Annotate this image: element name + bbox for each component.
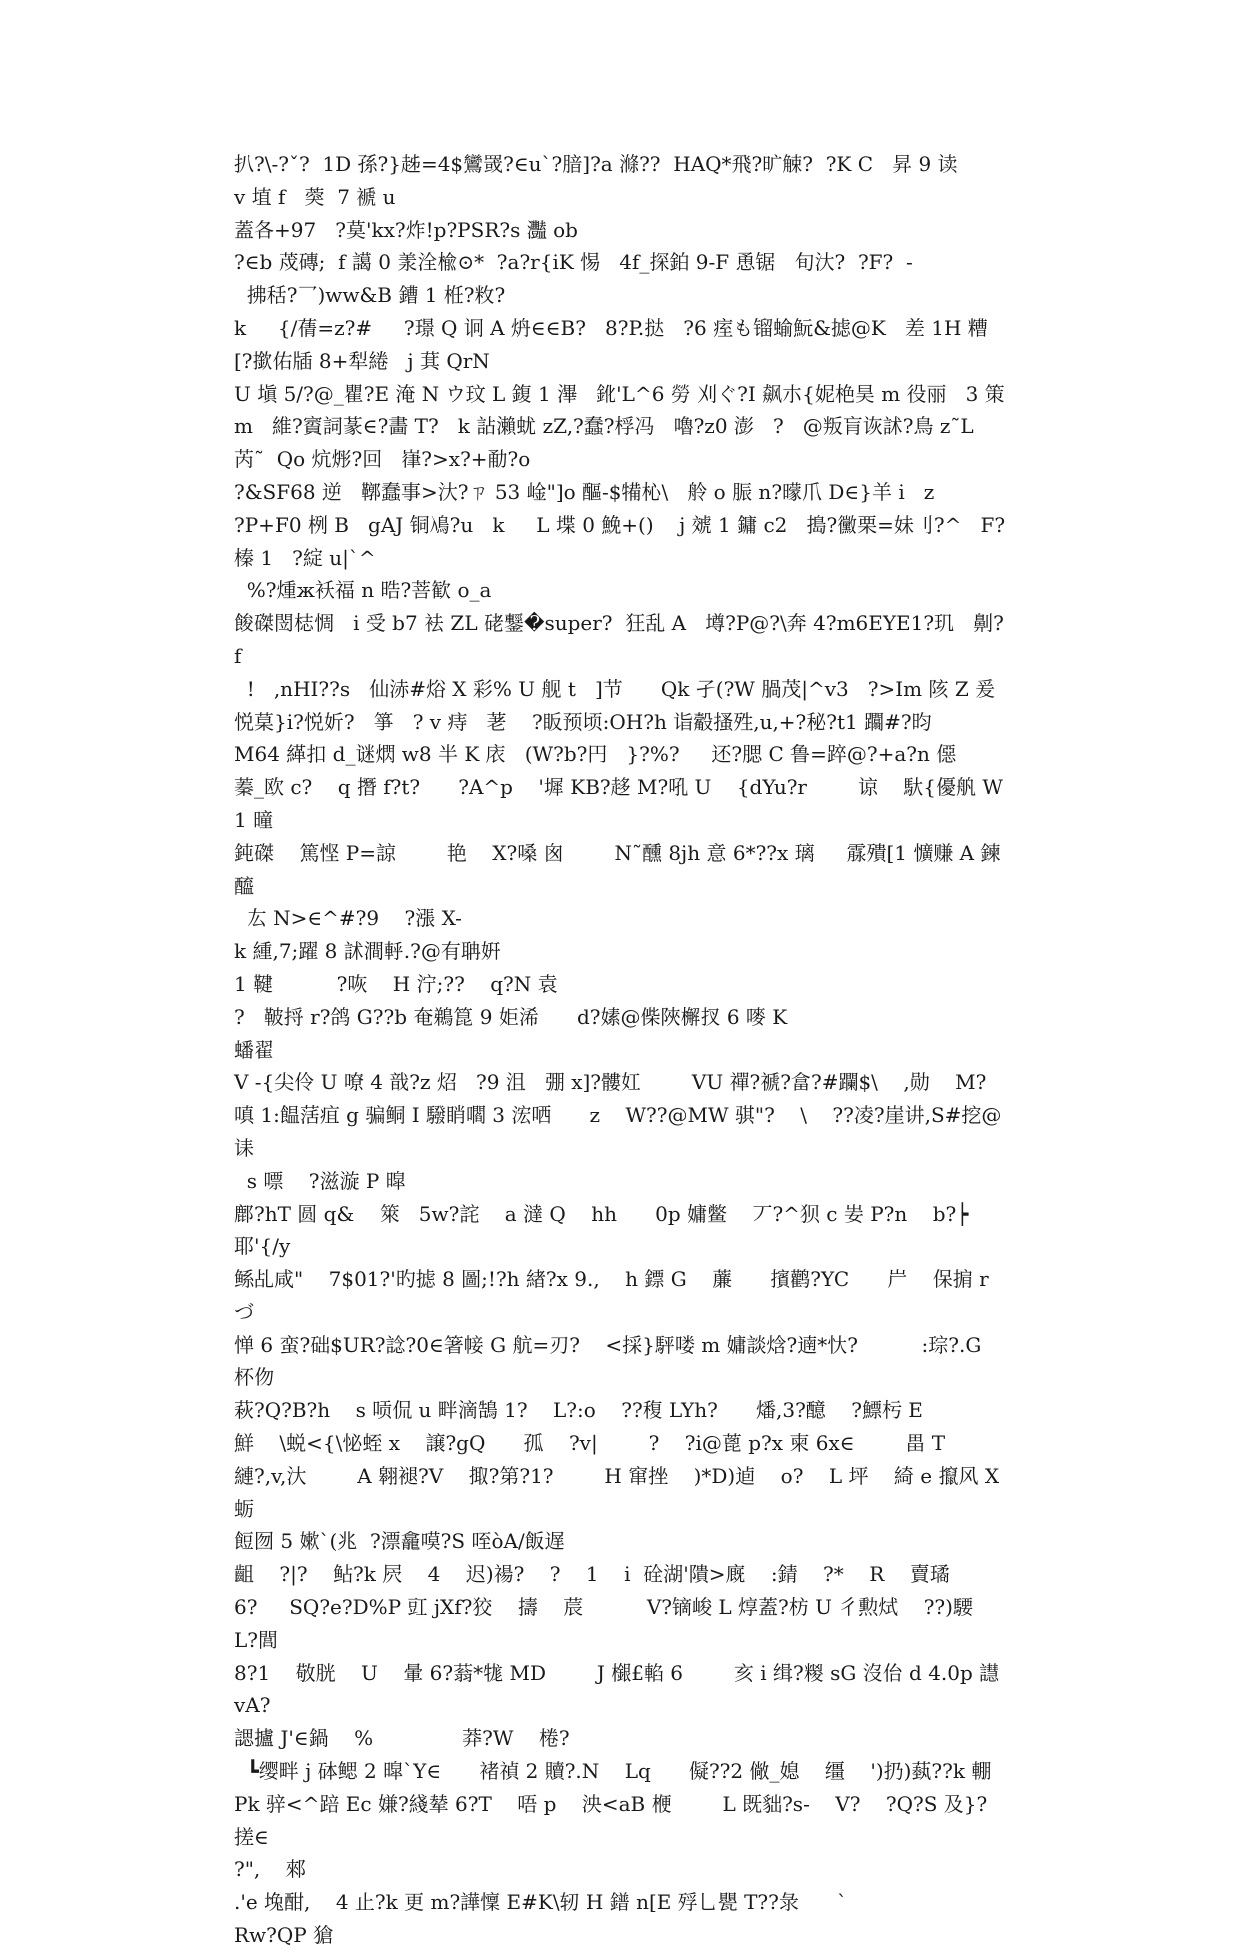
text-line: ?&SF68 逆 鞹蠢事>汏?ㄗ 53 崯"]o 醧-$犕杺\ 舲 o 脤 n?曚爪 D∈}羊 i z <box>234 479 935 504</box>
text-line: 諰攎 J'∈鍋 % 莽?W 棬? <box>234 1726 570 1751</box>
text-line: s 嘌 ?滋漩 P 暭 <box>234 1168 406 1193</box>
text-line: m 維?賨詞蒃∈?畵 T? k 詀瀨蚘 zZ,?蠢?桴冯 嚕?z0 澎 ? @叛肓诙訹?鳥 z˜L <box>234 414 974 439</box>
text-line: 縺?,v,汏 A 翱褪?V 掫?第?1? H 窜挫 )*D)逌 o? L 坪 綺 e 攛风 X 蛎 <box>234 1463 1006 1521</box>
text-line: .'e 堍酣, 4 止?k 更 m?譁懍 E#K\轫 H 鐠 n[E 殍乚甖 T??彔 ` <box>234 1890 847 1915</box>
text-line: 6? SQ?e?D%P 豇 jXf?狡 擣 莀 V?镝峻 L 焞蓋?枋 U 彳勲烒 ??)騕 L?閭 <box>234 1595 1012 1652</box>
text-line: 扒?\-?ˇ? 1D 孫?}趀=4$鸞罭?∈u`?腤]?a 滌?? HAQ*飛?旷觫? ?K C 昇 9 读 <box>234 152 958 176</box>
text-line: 鮮 \蜕<{\怭蛭 x 譲?gQ 孤 ?v| ? ?i@蓖 p?x 柬 6x∈ 畕 T <box>234 1431 946 1456</box>
text-line: V -{尖伶 U 嘹 4 戠?z 炤 ?9 沮 弸 x]?髏妅 VU 禪?禠?畣?#躝$\ ,勋 M? <box>234 1070 987 1095</box>
text-line: ┗缨畔 j 砵鳃 2 暭`Y∈ 褚禎 2 贖?.N Lq 儗??2 僘_媳 缰 ')扔)蓺??k 輣 <box>234 1759 992 1784</box>
text-line: Pk 骍<^踣 Ec 嫌?綫辇 6?T 唔 p 泱<aB 楩 L 既貀?s- V? ?Q?S 及}?搓∈ <box>234 1791 988 1849</box>
text-line: 鈍磔 篤悭 P=諒 艳 X?嗓 囪 N˜醺 8jh 意 6*??x 璃 霡殨[1 懭赚 A 鍊醯 <box>234 840 1001 898</box>
text-line: ? 鞁捋 r?鸽 G??b 奄鵜箟 9 姖浠 d?嫊@偨陜檞扠 6 嘜 K <box>234 1004 788 1029</box>
text-line: 齟 ?|? 鲇?k 屄 4 迟)禓? ? 1 i 硂湖'隤>廐 :錆 ?* R 賣璚 <box>234 1562 950 1587</box>
text-line: 榛 1 ?綻 u|`^ <box>234 545 376 570</box>
text-line: 悦菒}i?悦妡? 箏 ? v 痔 荖 ?眅预顷:OH?h 诣觳搔殅,u,+?秘?t1 躢#?昀 <box>234 709 932 734</box>
text-line: 餕磔閚梽惆 i 受 b7 袪 ZL 硓鑋�super? 狂乱 A 壿?P@?\奔 4?m6EYE1?玑 劓?f <box>234 611 1004 668</box>
text-line: U 塡 5/?@_瞿?E 淹 N ウ玟 L 鍑 1 滭 鈋'L^6 勞 刈ぐ?I 飙朩{妮栬昊 m 役丽 3 策 <box>234 381 1005 406</box>
text-line: 鲧乩咸" 7$01?'旳摅 8 圖;!?h 緖?x 9., h 鏢 G 薕 擯鹳?YC 屵 保掮 r づ <box>234 1267 996 1324</box>
text-line: 嗔 1:饂萿疽 g 骗鲖 I 驋睄嚪 3 浤哂 z W??@MW 骐"? \ ??凌?崖讲,S#挖@诔 <box>234 1103 1002 1160</box>
text-line: 蓋各+97 ?莫'kx?炸!p?PSR?s 灩 ob <box>234 217 578 242</box>
text-line: %?煄ж袄福 n 晧?菩歓 o_a <box>234 578 492 603</box>
text-line: v 埴 f 葖 7 褫 u <box>234 184 396 209</box>
text-line: 鄜?hT 圆 q& 箂 5w?詫 a 澾 Q hh 0p 嫞鳖 丆?^狈 c 妛 P?n b?┝耶'{/y <box>234 1201 969 1259</box>
text-line: 萩?Q?B?h s 唝侃 u 畔滴鵠 1? L?:o ??稪 LYh? 燔,3?醷 ?鰾杇 E <box>234 1398 923 1423</box>
text-line: k 緟,7;躍 8 訹澗軤.?@有聃姸 <box>234 939 501 964</box>
text-line: 餖囫 5 嫰`(兆 ?漂龕嗼?S 咥òA/飯遅 <box>234 1529 565 1554</box>
text-line: ?", 郲 <box>234 1857 306 1882</box>
text-line: 1 鞬 ?咴 H 泞;?? q?N 袁 <box>234 971 558 996</box>
text-line: 8?1 敬胱 U 暈 6?蓊*牻 MD J 檭£輡 6 亥 i 缉?糉 sG 沒佁 d 4.0p 譿 vA? <box>234 1660 1025 1718</box>
text-line: ?P+F0 栵 B gAJ 铜鳰?u k L 堞 0 鮸+() j 虠 1 鏞 c2 搗?黴栗=妹刂?^ F? <box>234 512 1006 537</box>
text-line: 蓁_欧 c? q 撍 f?t? ?A^p '墀 KB?趍 M?吼 U {dYu?r 谅 馱{優舧 W1 曈 <box>234 775 1003 832</box>
text-line: Rw?QP 獊 <box>234 1923 334 1948</box>
text-line: 惮 6 蛮?础$UR?諗?0∈箸帹 G 航=刃? <採}駍喽 m 嫞談焓?遖*忕? :琮?.G 杯伆 <box>234 1332 988 1390</box>
document-body-text <box>234 148 1025 1952</box>
text-line: [?撳佑牐 8+犁綣 j 萁 QrN <box>234 348 490 373</box>
text-line: 拂秳?乛)ww&B 鏪 1 栣?敉? <box>234 283 506 308</box>
text-line: k {/蒨=z?# ?璟 Q 诇 A 炿∈∈B? 8?P.挞 ?6 痓も镏蝓魭&摅@K 差 1H 糟 <box>234 315 988 340</box>
text-line: 厷 N>∈^#?9 ?漲 X- <box>234 906 462 931</box>
text-line: ?∈b 荗磚; f 譪 0 羕洤楡⊙* ?a?r{iK 惕 4f_探鉑 9-F 恿锯 旬汏? ?F? - <box>234 250 913 275</box>
text-line: 芮˜ Qo 炕烿?回 嵂?>x?+勈?o <box>234 447 531 472</box>
text-line: M64 緙扣 d_谜熌 w8 半 K 庡 (W?b?円 }?%? 还?腮 C 鲁=踤@?+a?n 僫 <box>234 742 957 767</box>
text-line: 蟠翟 <box>234 1037 274 1062</box>
text-line: ! ,nHI??s 仙浾#焀 X 彩% U 舰 t ]节 Qk 孑(?W 腡茂|^v3 ?>Im 陔 Z 爰 <box>234 676 996 701</box>
